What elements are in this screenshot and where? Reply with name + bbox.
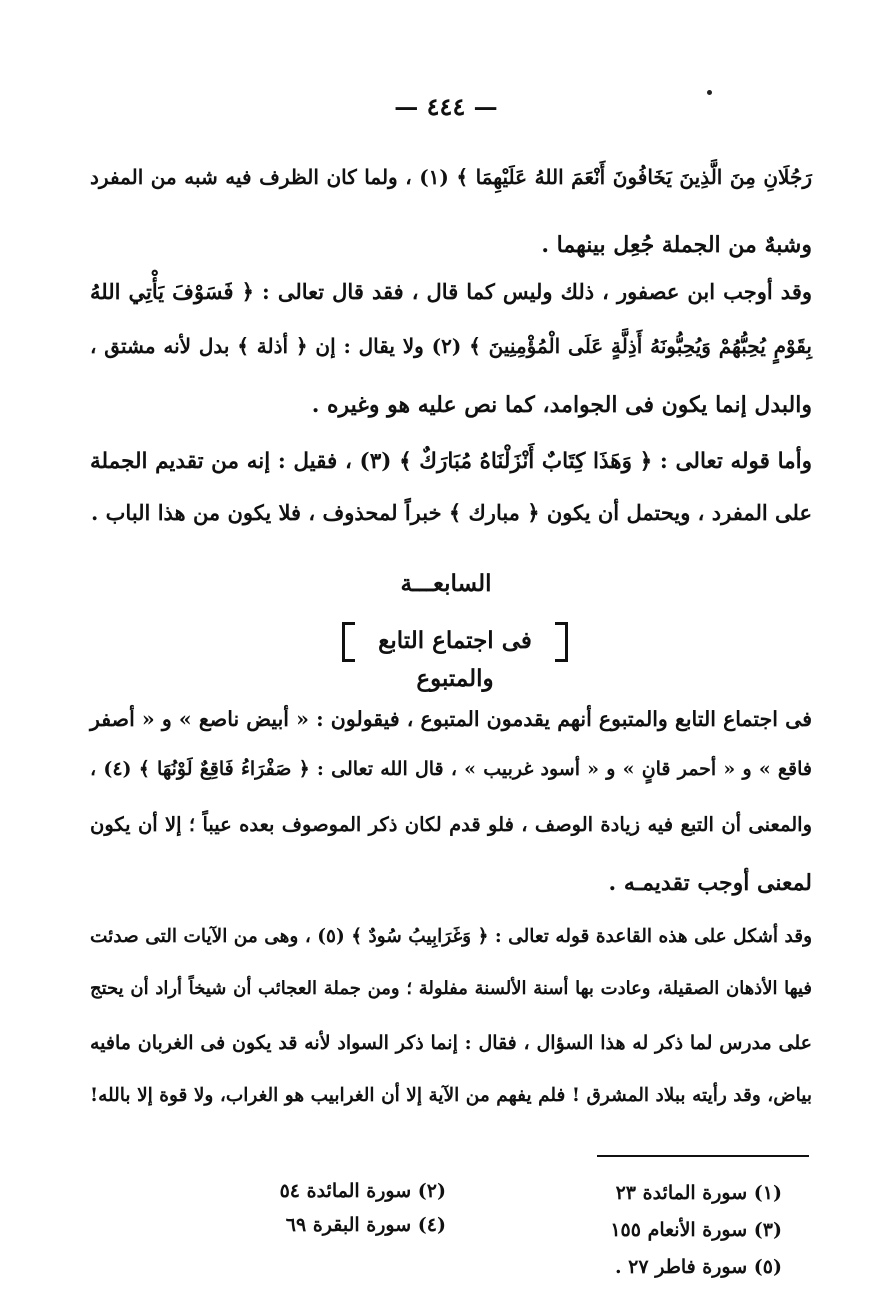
text-line: رَجُلَانِ مِنَ الَّذِينَ يَخَافُونَ أَنْعَمَ اللهُ عَلَيْهِمَا ﴾ (١) ، ولما كان الظرف فيه شبه من المفرد [90, 165, 812, 189]
page-number: — ٤٤٤ — [394, 92, 498, 121]
text-line: بِقَوْمٍ يُحِبُّهُمْ وَيُحِبُّونَهُ أَذِلَّةٍ عَلَى الْمُؤْمِنِينَ ﴾ (٢) ولا يقال : إن ﴿ أذلة ﴾ بدل لأنه مشتق ، [90, 334, 812, 358]
text-line: فى اجتماع التابع والمتبوع أنهم يقدمون المتبوع ، فيقولون : « أبيض ناصع » و « أصفر [90, 707, 812, 731]
text-line: وقد أوجب ابن عصفور ، ذلك وليس كما قال ، فقد قال تعالى : ﴿ فَسَوْفَ يَأْتِي اللهُ [90, 279, 812, 304]
text-line: فاقع » و « أحمر قانٍ » و « أسود غربيب » ، قال الله تعالى : ﴿ صَفْرَاءُ فَاقِعٌ لَوْنُهَا ﴾ (٤) ، [90, 758, 812, 780]
text-line: لمعنى أوجب تقديمـه . [608, 870, 812, 896]
text-line: والمعنى أن التبع فيه زيادة الوصف ، فلو قدم لكان ذكر الموصوف بعده عيباً ؛ إلا أن يكون [90, 813, 812, 836]
footnote-3: (٣) سورة الأنعام ١٥٥ [610, 1219, 782, 1241]
text-line: بياض، وقد رأيته ببلاد المشرق ! فلم يفهم من الآية إلا أن الغرابيب هو الغراب، ولا قوة إلا بالله! [90, 1085, 812, 1106]
text-line: وأما قوله تعالى : ﴿ وَهَذَا كِتَابٌ أَنْزَلْنَاهُ مُبَارَكٌ ﴾ (٣) ، فقيل : إنه من تقديم الجملة [90, 449, 812, 474]
footnote-4: (٤) سورة البقرة ٦٩ [285, 1214, 446, 1236]
footnote-1: (١) سورة المائدة ٢٣ [615, 1182, 782, 1204]
text-line: وقد أشكل على هذه القاعدة قوله تعالى : ﴿ وَغَرَابِيبُ سُودٌ ﴾ (٥) ، وهى من الآيات التى صدئت [90, 926, 813, 947]
section-title: السابعـــة [400, 570, 492, 597]
text-line: والبدل إنما يكون فى الجوامد، كما نص عليه هو وغيره . [311, 392, 812, 418]
text-line: فيها الأذهان الصقيلة، وعادت بها أسنة الألسنة مفلولة ؛ ومن جملة العجائب أن شيخاً أراد أن يحتج [90, 978, 812, 999]
footnote-divider [597, 1155, 809, 1157]
text-line: على المفرد ، ويحتمل أن يكون ﴿ مبارك ﴾ خبراً لمحذوف ، فلا يكون من هذا الباب . [91, 500, 812, 525]
text-line: على مدرس لما ذكر له هذا السؤال ، فقال : إنما ذكر السواد لأنه قد يكون فى الغربان مافيه [90, 1032, 812, 1054]
footnote-5: (٥) سورة فاطر ٢٧ . [614, 1256, 782, 1278]
section-subtitle: فى اجتماع التابع والمتبوع [342, 622, 568, 662]
footnote-2: (٢) سورة المائدة ٥٤ [279, 1180, 446, 1202]
text-line: وشبهٌ من الجملة جُعِل بينهما . [541, 232, 812, 258]
